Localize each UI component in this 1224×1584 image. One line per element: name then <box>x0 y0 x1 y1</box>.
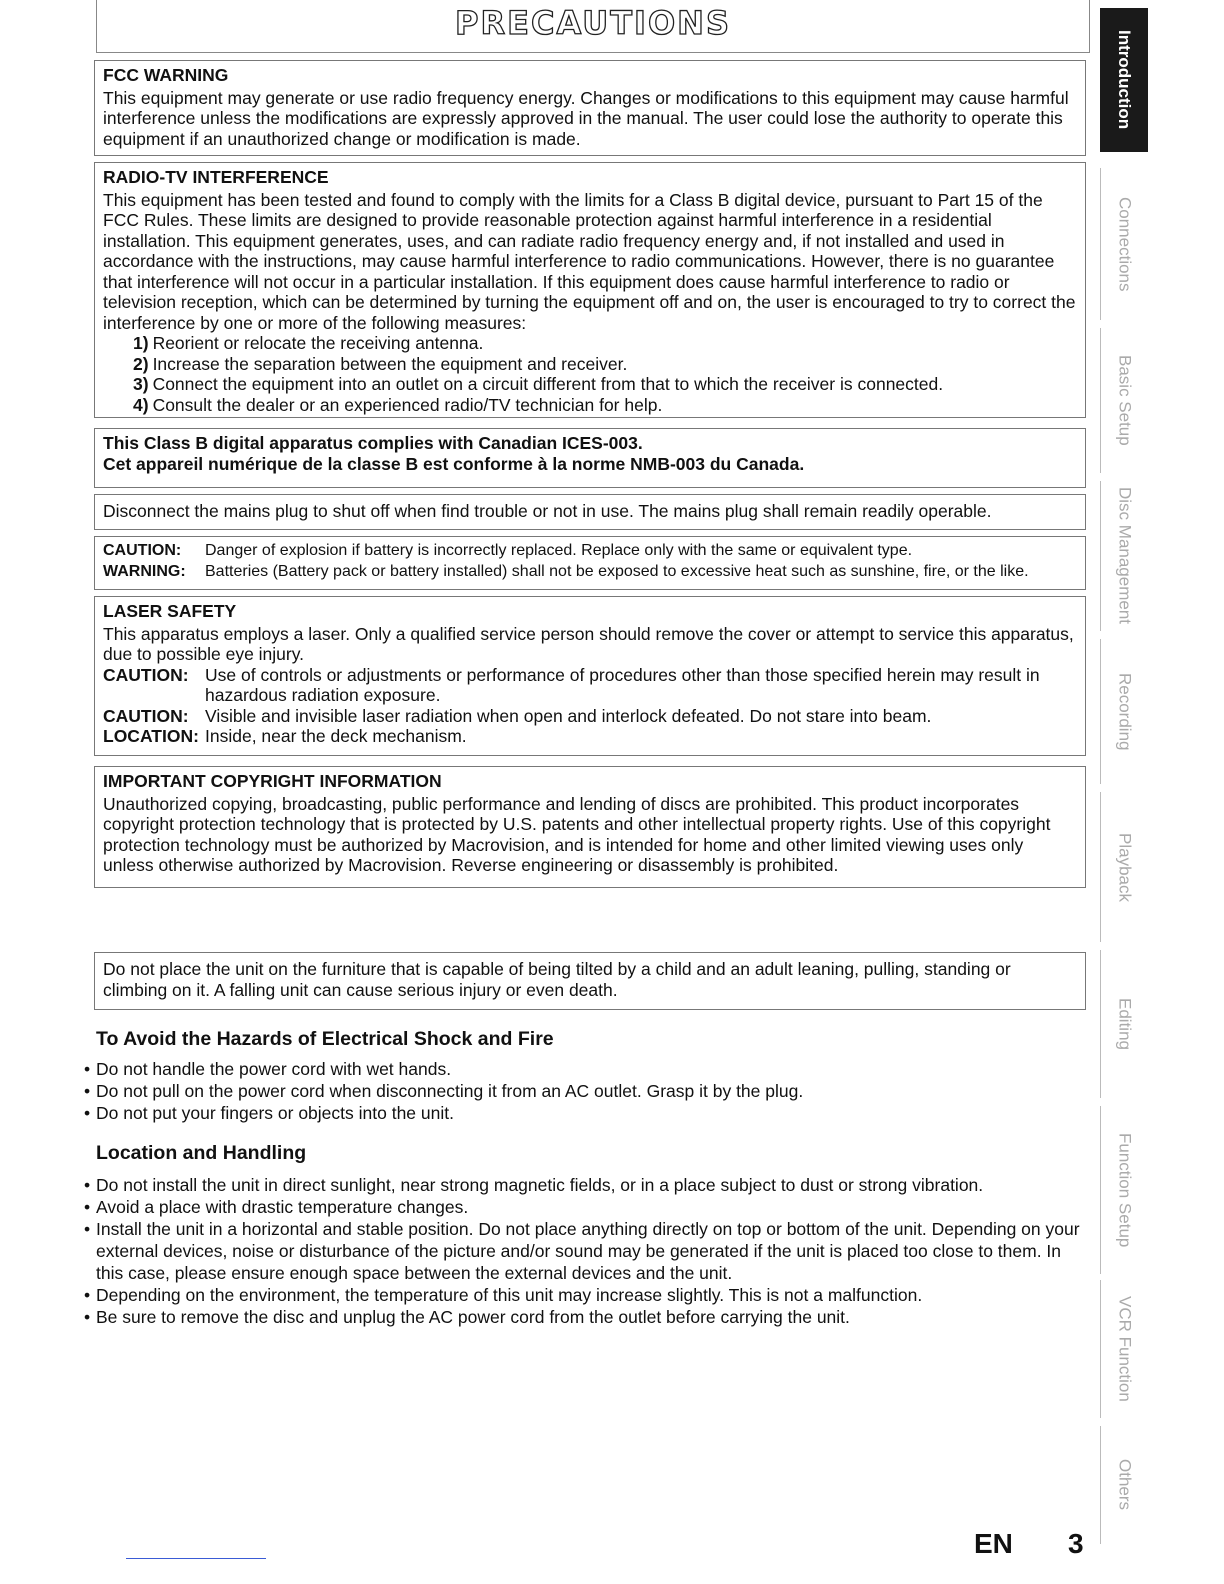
electrical-list <box>80 1058 1080 1124</box>
location-handling-heading: Location and Handling <box>96 1142 307 1164</box>
page-number: 3 <box>1068 1528 1084 1559</box>
mains-plug-box <box>94 494 1086 530</box>
page-title: PRECAUTIONS <box>455 4 731 42</box>
battery-box <box>94 536 1086 590</box>
radio-tv-heading: RADIO-TV INTERFERENCE <box>103 167 329 187</box>
canada-compliance-box <box>94 428 1086 488</box>
tab-others[interactable]: Others <box>1100 1426 1148 1544</box>
fcc-heading: FCC WARNING <box>103 65 229 85</box>
list-item: • Be sure to remove the disc and unplug the AC power cord from the outlet before carrying the unit. <box>80 1306 1080 1328</box>
tab-basic-setup[interactable]: Basic Setup <box>1100 328 1148 473</box>
radio-tv-body: This equipment has been tested and found to comply with the limits for a Class B digital device, pursuant to Part 15 of the FCC Rules. These limits are designed to provide reasonable protection against harmful interference in a residential installation. This equipment generates, uses, and can radiate radio frequency energy and, if not installed and used in accordance with the instructions, may cause harmful interference to radio communications. However, there is no guarantee that interference will not occur in a particular installation. If this equipment does cause harmful interference to radio or television reception, which can be determined by turning the equipment off and on, the user is encouraged to try to correct the interference by one or more of the following measures: <box>103 189 1076 333</box>
measure-item: 3) Connect the equipment into an outlet on a circuit different from that to which the receiver is connected. <box>133 374 944 394</box>
tab-connections[interactable]: Connections <box>1100 168 1148 320</box>
laser-caution1-text: Use of controls or adjustments or performance of procedures other than those specified herein may result in hazardous radiation exposure. <box>205 664 1040 705</box>
footer-rule <box>126 1558 266 1559</box>
list-item: • Do not handle the power cord with wet hands. <box>80 1058 1080 1080</box>
measure-item: 4) Consult the dealer or an experienced radio/TV technician for help. <box>133 394 663 415</box>
electrical-heading: To Avoid the Hazards of Electrical Shock and Fire <box>96 1028 554 1050</box>
battery-caution-label: CAUTION: <box>103 542 182 559</box>
list-item: • Avoid a place with drastic temperature changes. <box>80 1196 1080 1218</box>
list-item: • Do not put your fingers or objects into the unit. <box>80 1102 1080 1124</box>
laser-caution2-label: CAUTION: <box>103 705 189 726</box>
canada-line-en: This Class B digital apparatus complies with Canadian ICES-003. <box>103 433 643 453</box>
laser-location-text: Inside, near the deck mechanism. <box>205 726 467 746</box>
fcc-warning-box <box>94 60 1086 156</box>
battery-warning-label: WARNING: <box>103 562 186 580</box>
tab-vcr-function[interactable]: VCR Function <box>1100 1280 1148 1418</box>
laser-caution1-label: CAUTION: <box>103 664 189 685</box>
list-item: • Install the unit in a horizontal and stable position. Do not place anything directly on top or bottom of the unit. Depending on your external devices, noise or disturbance of the picture and/or sound may be generated if the unit is placed too close to them. In this case, please ensure enough space between the external devices and the unit. <box>80 1218 1080 1284</box>
laser-caution2-text: Visible and invisible laser radiation when open and interlock defeated. Do not stare into beam. <box>205 705 932 726</box>
tab-disc-management[interactable]: Disc Management <box>1100 481 1148 631</box>
tab-playback[interactable]: Playback <box>1100 792 1148 942</box>
laser-heading: LASER SAFETY <box>103 601 237 621</box>
radio-tv-box <box>94 162 1086 418</box>
furniture-warning-box <box>94 952 1086 1010</box>
copyright-body: Unauthorized copying, broadcasting, public performance and lending of discs are prohibited. This product incorporates copyright protection technology that is protected by U.S. patents and other intellectual property rights. Use of this copyright protection technology must be authorized by Macrovision, and is intended for home and other limited viewing uses only unless otherwise authorized by Macrovision. Reverse engineering or disassembly is prohibited. <box>103 793 1051 875</box>
footer-language: EN <box>974 1528 1013 1559</box>
tab-recording[interactable]: Recording <box>1100 639 1148 784</box>
mains-text: Disconnect the mains plug to shut off when find trouble or not in use. The mains plug shall remain readily operable. <box>103 501 992 521</box>
measure-item: 1) Reorient or relocate the receiving antenna. <box>133 333 484 353</box>
tab-editing[interactable]: Editing <box>1100 950 1148 1098</box>
measure-item: 2) Increase the separation between the equipment and receiver. <box>133 353 628 374</box>
copyright-box <box>94 766 1086 888</box>
battery-caution-text: Danger of explosion if battery is incorrectly replaced. Replace only with the same or equivalent type. <box>205 542 913 559</box>
laser-safety-box <box>94 596 1086 756</box>
copyright-heading: IMPORTANT COPYRIGHT INFORMATION <box>103 771 442 791</box>
list-item: • Do not pull on the power cord when disconnecting it from an AC outlet. Grasp it by the plug. <box>80 1080 1080 1102</box>
title-bar <box>96 0 1090 53</box>
list-item: • Do not install the unit in direct sunlight, near strong magnetic fields, or in a place subject to dust or strong vibration. <box>80 1174 1080 1196</box>
fcc-body: This equipment may generate or use radio frequency energy. Changes or modifications to this equipment may cause harmful interference unless the modifications are expressly approved in the manual. The user could lose the authority to operate this equipment if an unauthorized change or modification is made. <box>103 87 1069 149</box>
tab-introduction[interactable]: Introduction <box>1100 8 1148 152</box>
canada-line-fr: Cet appareil numérique de la classe B est conforme à la norme NMB-003 du Canada. <box>103 453 805 474</box>
tab-function-setup[interactable]: Function Setup <box>1100 1106 1148 1274</box>
laser-location-label: LOCATION: <box>103 726 199 746</box>
laser-body: This apparatus employs a laser. Only a qualified service person should remove the cover or attempt to service this apparatus, due to possible eye injury. <box>103 623 1074 664</box>
list-item: • Depending on the environment, the temperature of this unit may increase slightly. This is not a malfunction. <box>80 1284 1080 1306</box>
furniture-text: Do not place the unit on the furniture that is capable of being tilted by a child and an adult leaning, pulling, standing or climbing on it. A falling unit can cause serious injury or even death. <box>103 959 1011 1000</box>
location-handling-list <box>80 1174 1080 1328</box>
battery-warning-text: Batteries (Battery pack or battery installed) shall not be exposed to excessive heat such as sunshine, fire, or the like. <box>205 562 1029 580</box>
